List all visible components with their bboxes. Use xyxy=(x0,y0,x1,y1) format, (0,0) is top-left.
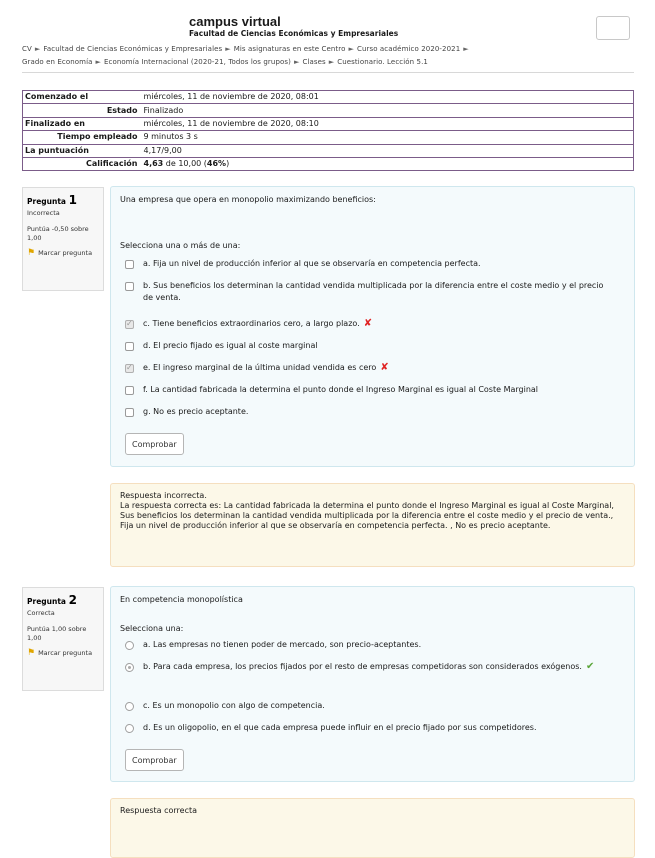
flag-label: Marcar pregunta xyxy=(38,649,93,657)
feedback-title: Respuesta incorrecta. xyxy=(120,491,207,500)
summary-row-finished xyxy=(23,117,634,130)
summary-label: Finalizado en xyxy=(23,117,142,130)
breadcrumb-item-course[interactable]: Economía Internacional (2020-21, Todos los grupos) xyxy=(104,58,291,66)
checkbox-e[interactable] xyxy=(125,364,134,373)
breadcrumb-separator: ► xyxy=(34,45,41,53)
question-grade: Puntúa 1,00 sobre 1,00 xyxy=(27,625,87,642)
summary-label: Tiempo empleado xyxy=(23,131,142,144)
answer-text: d. Es un oligopolio, en el que cada empresa puede influir en el precio fijado por sus competidores. xyxy=(143,723,537,732)
answer-text: a. Las empresas no tienen poder de mercado, son precio-aceptantes. xyxy=(143,640,422,649)
answer-prompt: Selecciona una o más de una: xyxy=(120,241,241,250)
answer-option-a[interactable] xyxy=(125,258,615,270)
answer-option-e[interactable] xyxy=(125,362,615,374)
summary-row-state xyxy=(23,104,634,117)
answer-option-f[interactable] xyxy=(125,384,615,396)
breadcrumb-item-my-courses[interactable]: Mis asignaturas en este Centro xyxy=(233,45,346,53)
check-button[interactable]: Comprobar xyxy=(125,749,184,771)
breadcrumb-separator: ► xyxy=(328,58,335,66)
answer-text: g. No es precio aceptante. xyxy=(143,407,249,416)
answer-option-c[interactable] xyxy=(125,318,615,330)
breadcrumb-separator: ► xyxy=(95,58,102,66)
breadcrumb xyxy=(22,43,612,69)
question-number xyxy=(27,193,99,207)
feedback-1 xyxy=(110,483,635,567)
answer-text: e. El ingreso marginal de la última unidad vendida es cero xyxy=(143,363,377,372)
checkbox-d[interactable] xyxy=(125,342,134,351)
question-info-2 xyxy=(22,587,104,691)
grade-text: de 10,00 ( xyxy=(165,159,207,169)
answer-text: a. Fija un nivel de producción inferior al que se observaría en competencia perfecta. xyxy=(143,259,481,268)
breadcrumb-separator: ► xyxy=(225,45,231,53)
grade-percent: 46% xyxy=(206,159,227,169)
answer-option-d[interactable] xyxy=(125,722,615,734)
summary-label: Estado xyxy=(23,104,142,117)
question-text: En competencia monopolística xyxy=(120,595,243,604)
summary-value: 9 minutos 3 s xyxy=(142,131,634,144)
answer-option-g[interactable] xyxy=(125,406,615,418)
question-info-1 xyxy=(22,187,104,291)
checkbox-a[interactable] xyxy=(125,260,134,269)
attempt-summary-table xyxy=(22,90,634,171)
summary-value: miércoles, 11 de noviembre de 2020, 08:10 xyxy=(142,117,634,130)
summary-value: 4,17/9,00 xyxy=(142,144,634,157)
answer-option-a[interactable] xyxy=(125,639,615,651)
answer-option-b[interactable] xyxy=(125,661,615,673)
question-text: Una empresa que opera en monopolio maximizando beneficios: xyxy=(120,195,376,204)
flag-question-link[interactable] xyxy=(27,249,99,258)
question-content-2 xyxy=(110,586,635,782)
radio-b[interactable] xyxy=(125,663,134,672)
breadcrumb-item-classes[interactable]: Clases xyxy=(302,58,326,66)
summary-row-time xyxy=(23,131,634,144)
breadcrumb-item-quiz[interactable]: Cuestionario. Lección 5.1 xyxy=(337,58,428,66)
feedback-body: La respuesta correcta es: La cantidad fabricada la determina el punto donde el Ingreso Marginal es igual al Coste Marginal, Sus beneficios los determinan la cantidad vendida multiplicada por la diferencia entre el coste medio y el precio de venta., Fija un nivel de producción inferior al que se observaría en competencia perfecta. , No es precio aceptante. xyxy=(120,501,614,530)
question-number xyxy=(27,593,99,607)
answer-option-b[interactable] xyxy=(125,280,615,304)
breadcrumb-item-faculty[interactable]: Facultad de Ciencias Económicas y Empresariales xyxy=(43,45,223,53)
breadcrumb-item-cv[interactable]: CV xyxy=(22,45,32,53)
summary-label: Comenzado el xyxy=(23,91,142,104)
user-menu-button[interactable] xyxy=(596,16,630,40)
answer-text: d. El precio fijado es igual al coste marginal xyxy=(143,341,318,350)
breadcrumb-item-academic-year[interactable]: Curso académico 2020-2021 xyxy=(356,45,461,53)
grade-value: 4,63 xyxy=(143,159,164,169)
question-number-value: 2 xyxy=(68,593,77,607)
summary-row-grade xyxy=(23,157,634,170)
flag-question-link[interactable] xyxy=(27,649,99,658)
feedback-2 xyxy=(110,798,635,858)
check-button[interactable]: Comprobar xyxy=(125,433,184,455)
breadcrumb-separator: ► xyxy=(348,45,354,53)
answer-text: c. Es un monopolio con algo de competencia. xyxy=(143,701,325,710)
question-state: Incorrecta xyxy=(27,209,60,217)
question-label: Pregunta xyxy=(27,197,66,206)
site-title[interactable]: campus virtual xyxy=(189,14,281,29)
question-grade: Puntúa -0,50 sobre 1,00 xyxy=(27,225,89,242)
flag-label: Marcar pregunta xyxy=(38,249,93,257)
question-number-value: 1 xyxy=(68,193,77,207)
breadcrumb-separator: ► xyxy=(463,45,469,53)
divider xyxy=(22,72,634,73)
checkbox-f[interactable] xyxy=(125,386,134,395)
question-state: Correcta xyxy=(27,609,55,617)
radio-c[interactable] xyxy=(125,702,134,711)
checkbox-c[interactable] xyxy=(125,320,134,329)
summary-label: La puntuación xyxy=(23,144,142,157)
question-label: Pregunta xyxy=(27,597,66,606)
flag-icon: ⚑ xyxy=(27,248,36,258)
incorrect-icon: ✘ xyxy=(363,318,373,329)
summary-value: Finalizado xyxy=(142,104,634,117)
summary-value xyxy=(142,157,634,170)
radio-a[interactable] xyxy=(125,641,134,650)
checkbox-b[interactable] xyxy=(125,282,134,291)
breadcrumb-item-degree[interactable]: Grado en Economía xyxy=(22,58,93,66)
answer-text xyxy=(143,661,594,673)
answer-text: f. La cantidad fabricada la determina el punto donde el Ingreso Marginal es igual al Coste Marginal xyxy=(143,385,539,394)
answer-text: b. Sus beneficios los determinan la cantidad vendida multiplicada por la diferencia entre el coste medio y el precio de venta. xyxy=(143,281,604,302)
radio-d[interactable] xyxy=(125,724,134,733)
summary-label: Calificación xyxy=(23,157,142,170)
question-content-1 xyxy=(110,186,635,467)
answer-text: c. Tiene beneficios extraordinarios cero, a largo plazo. xyxy=(143,319,360,328)
site-subtitle: Facultad de Ciencias Económicas y Empresariales xyxy=(189,29,399,38)
grade-close: ) xyxy=(226,159,230,169)
summary-row-score xyxy=(23,144,634,157)
answer-option-d[interactable] xyxy=(125,340,615,352)
correct-icon: ✔ xyxy=(585,661,595,672)
checkbox-g[interactable] xyxy=(125,408,134,417)
answer-text-b: b. Para cada empresa, los precios fijados por el resto de empresas competidoras son considerados exógenos. xyxy=(143,662,582,671)
flag-icon: ⚑ xyxy=(27,648,36,658)
answer-option-c[interactable] xyxy=(125,700,615,712)
summary-row-started xyxy=(23,91,634,104)
summary-value: miércoles, 11 de noviembre de 2020, 08:01 xyxy=(142,91,634,104)
answer-prompt: Selecciona una: xyxy=(120,624,184,633)
breadcrumb-separator: ► xyxy=(293,58,300,66)
site-header xyxy=(189,15,398,39)
feedback-title: Respuesta correcta xyxy=(120,806,198,815)
incorrect-icon: ✘ xyxy=(380,362,389,373)
